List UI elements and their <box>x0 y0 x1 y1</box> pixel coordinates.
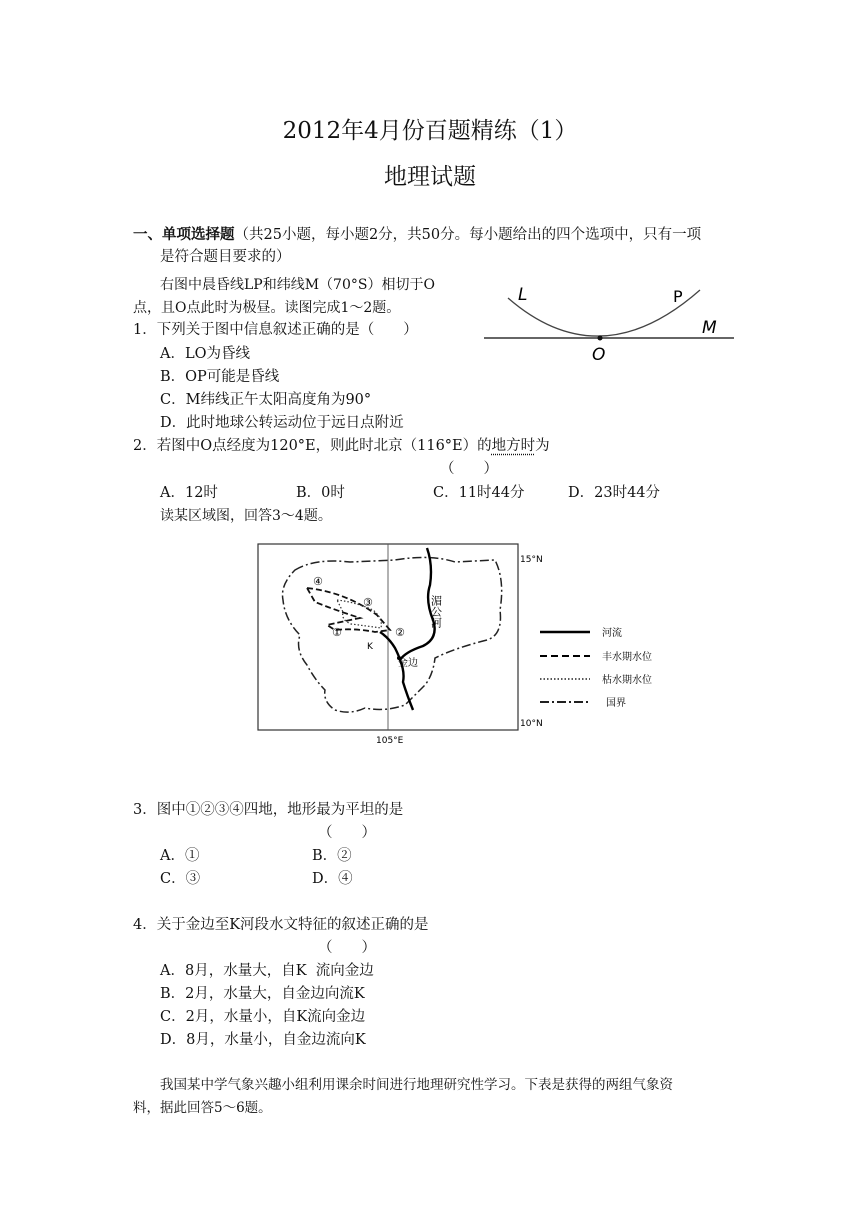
q4-answer-paren: （ ） <box>318 940 376 956</box>
q1-option-c: C．M纬线正午太阳高度角为90° <box>160 392 372 408</box>
legend-low-water-label: 枯水期水位 <box>602 675 652 686</box>
q2-answer-paren: （ ） <box>440 461 498 477</box>
q1-option-a: A．LO为昏线 <box>160 346 250 362</box>
q2-option-d: D．23时44分 <box>568 485 661 501</box>
intro3-line2: 料，据此回答5～6题。 <box>133 1100 272 1116</box>
q2-stem-post: 为 <box>535 438 550 454</box>
terminator-figure <box>480 278 740 373</box>
intro1-line2: 点，且O点此时为极昼。读图完成1～2题。 <box>133 300 401 316</box>
q1-stem: 1．下列关于图中信息叙述正确的是（ ） <box>133 322 418 338</box>
q4-option-a: A．8月，水量大，自K 流向金边 <box>160 963 374 979</box>
intro3-line1: 我国某中学气象兴趣小组利用课余时间进行地理研究性学习。下表是获得的两组气象资 <box>160 1077 673 1093</box>
legend-river-label: 河流 <box>602 628 622 639</box>
map-lon-label: 105°E <box>376 736 404 746</box>
map-lat-top: 15°N <box>520 555 543 565</box>
map-city-label: 金边 <box>398 658 418 669</box>
map-mark-3: ③ <box>363 596 373 609</box>
map-lat-bottom: 10°N <box>520 719 543 729</box>
page-subtitle: 地理试题 <box>384 164 476 190</box>
q3-answer-paren: （ ） <box>318 825 376 841</box>
label-p: P <box>673 287 683 306</box>
q3-option-a: A．① <box>160 848 200 864</box>
legend-border-label: 国界 <box>606 698 626 709</box>
intro2: 读某区域图，回答3～4题。 <box>160 508 332 524</box>
map-legend <box>536 622 656 712</box>
label-o: O <box>592 345 606 365</box>
map-mark-2: ② <box>395 626 405 639</box>
point-o <box>598 336 603 341</box>
map-mark-1: ① <box>332 626 342 639</box>
mekong-river <box>400 548 435 710</box>
legend-high-water-label: 丰水期水位 <box>602 652 652 663</box>
q2-option-c: C．11时44分 <box>433 485 525 501</box>
q1-option-d: D．此时地球公转运动位于远日点附近 <box>160 415 404 431</box>
map-mark-4: ④ <box>313 575 323 588</box>
q2-stem-pre: 2．若图中O点经度为120°E，则此时北京（116°E）的 <box>133 438 492 454</box>
label-m: M <box>702 318 717 338</box>
q3-option-b: B．② <box>312 848 352 864</box>
region-map <box>255 540 565 752</box>
q1-option-b: B．OP可能是昏线 <box>160 369 280 385</box>
q3-option-d: D．④ <box>312 871 353 887</box>
label-l: L <box>518 285 528 305</box>
section-instructions <box>133 225 701 245</box>
high-water-level <box>307 588 390 632</box>
q2-stem <box>133 436 550 456</box>
terminator-curve <box>508 290 700 336</box>
q2-stem-emphasis: 地方时 <box>491 438 536 454</box>
q2-option-a: A．12时 <box>160 485 218 501</box>
section-desc-line1: （共25小题，每小题2分，共50分。每小题给出的四个选项中，只有一项 <box>234 227 702 243</box>
section-desc-line2: 是符合题目要求的） <box>160 249 291 265</box>
map-river-label: 湄公河 <box>429 595 443 628</box>
q4-option-c: C．2月，水量小，自K流向金边 <box>160 1009 366 1025</box>
q4-stem: 4．关于金边至K河段水文特征的叙述正确的是 <box>133 917 429 933</box>
section-heading: 一、单项选择题 <box>133 226 235 243</box>
intro1-line1: 右图中晨昏线LP和纬线M（70°S）相切于O <box>160 277 435 293</box>
q2-option-b: B．0时 <box>296 485 345 501</box>
q4-option-b: B．2月，水量大，自金边向流K <box>160 986 365 1002</box>
q3-stem: 3．图中①②③④四地，地形最为平坦的是 <box>133 802 404 818</box>
page-title: 2012年4月份百题精练（1） <box>282 118 578 144</box>
q3-option-c: C．③ <box>160 871 201 887</box>
map-point-k: K <box>367 642 373 652</box>
q4-option-d: D．8月，水量小，自金边流向K <box>160 1032 366 1048</box>
